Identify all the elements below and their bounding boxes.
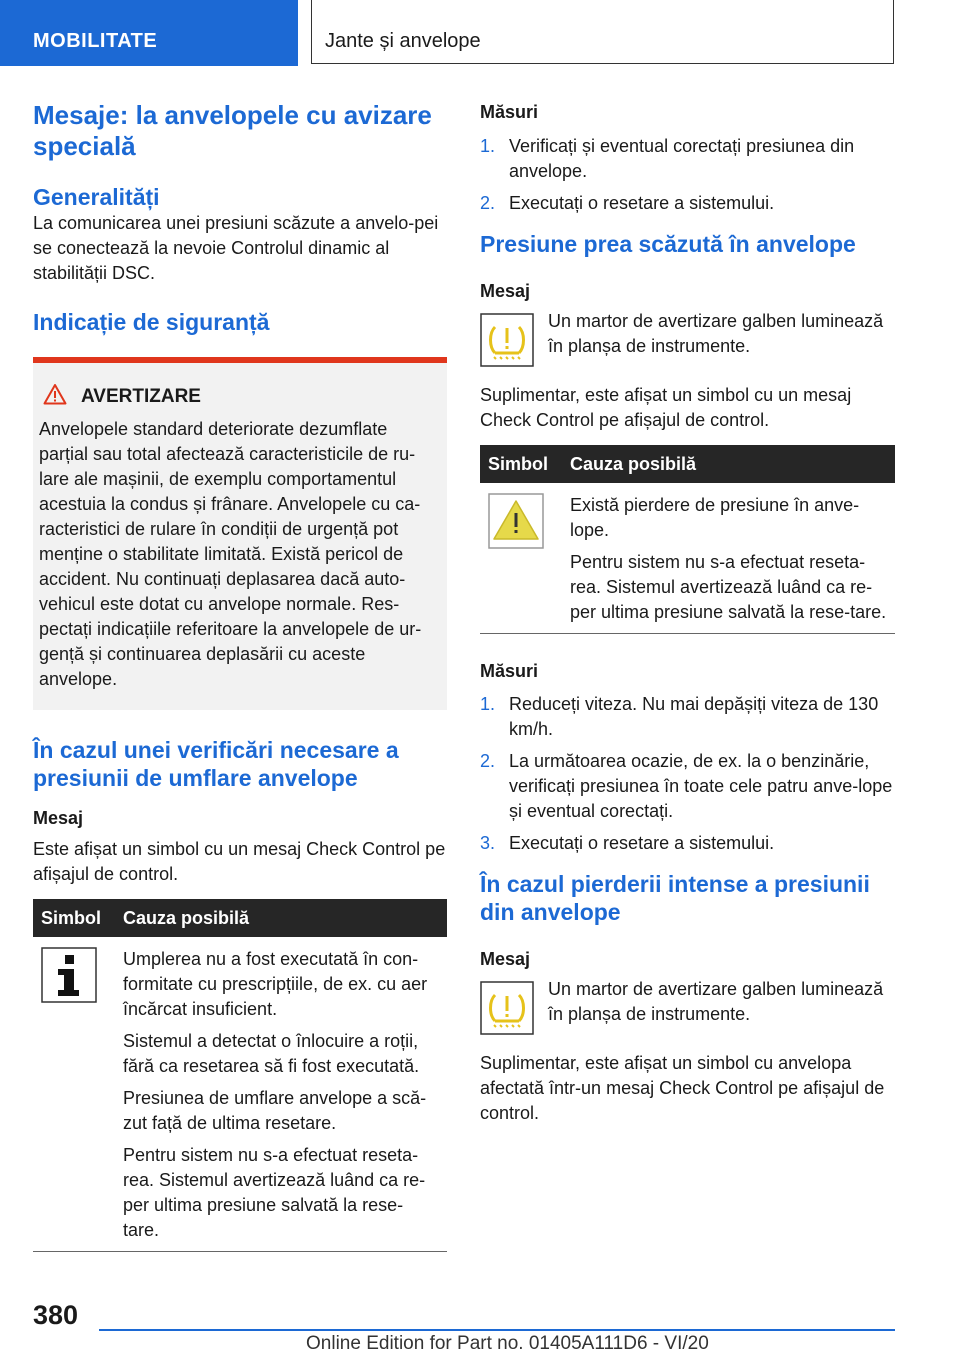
header-section-tab (0, 0, 298, 66)
low-pressure-heading: Presiune prea scăzută în anvelope (480, 231, 856, 257)
symbol-cause-table (33, 899, 447, 1252)
measures-list (480, 134, 895, 216)
cause-text: Presiunea de umflare anvelope a scă-zut față de ultima resetare. (123, 1088, 427, 1133)
table-header-cause: Cauza posibilă (115, 899, 447, 937)
message-label: Mesaj (480, 281, 531, 301)
cause-text: Sistemul a detectat o înlocuire a roții, fără ca resetarea să fi fost executată. (123, 1031, 420, 1076)
page-number: 380 (33, 1300, 79, 1330)
right-column (480, 100, 895, 1126)
supplementary-text: Suplimentar, este afișat un simbol cu un mesaj Check Control pe afișajul de control. (480, 385, 852, 430)
supplementary-text: Suplimentar, este afișat un simbol cu anvelopa afectată într-un mesaj Check Control pe afișajul de control. (480, 1053, 885, 1123)
info-icon (41, 987, 97, 1007)
symbol-cause-table (480, 445, 895, 634)
table-header-symbol: Simbol (33, 899, 115, 937)
warning-triangle-icon (488, 533, 544, 553)
cause-text: Există pierdere de presiune în anve-lope. (570, 495, 860, 540)
table-row (480, 483, 895, 634)
general-text: La comunicarea unei presiuni scăzute a anvelo-pei se conectează la nevoie Controlul dinamic al stabilității DSC. (33, 213, 439, 283)
header-chapter-label: Jante și anvelope (325, 30, 481, 52)
tire-pressure-warning-icon (480, 313, 534, 372)
warning-triangle-icon (43, 383, 67, 411)
edition-note: Online Edition for Part no. 01405A111D6 - VI/20 (306, 1333, 709, 1354)
lamp-message (480, 309, 895, 372)
table-header-symbol: Simbol (480, 445, 562, 483)
general-heading: Generalități (33, 184, 160, 210)
lamp-text: Un martor de avertizare galben luminează în planșa de instrumente. (548, 311, 884, 356)
list-item: 2. La următoarea ocazie, de ex. la o benzinărie, verificați presiunea în toate cele patru anve-lope și eventual corectați. (480, 751, 893, 821)
footer-divider (99, 1329, 895, 1331)
list-item: 1. Reduceți viteza. Nu mai depășiți viteza de 130 km/h. (480, 694, 879, 739)
measures-list (480, 692, 895, 856)
table-header-cause: Cauza posibilă (562, 445, 895, 483)
message-label: Mesaj (480, 949, 531, 969)
table-row (33, 937, 447, 1252)
warning-box (33, 357, 447, 710)
left-column (33, 100, 447, 1252)
cause-text: Pentru sistem nu s-a efectuat reseta-rea. Sistemul avertizează luând ca re-per ultima presiune salvată la rese-tare. (570, 552, 887, 622)
cause-text: Umplerea nu a fost executată în con-formitate cu prescripțiile, de ex. cu aer încărcat insuficient. (123, 949, 428, 1019)
tire-pressure-warning-icon (480, 981, 534, 1040)
warning-text: Anvelopele standard deteriorate dezumflate parțial sau total afectează caracteristicile de ru-lare ale mașinii, de exemplu comportamentul acestuia la condus și frânare. Anvelopele cu ca-racteristici de rulare în condiții de urgență pot menține o stabilitate limitată. Există pericol de accident. Nu continuați deplasarea dacă auto-vehicul este dotat cu anvelope normale. Res-pectați indicațiile referitoare la anvelopele de ur-gență și continuarea deplasării cu aceste anvelope. (39, 419, 422, 689)
lamp-text: Un martor de avertizare galben luminează în planșa de instrumente. (548, 979, 884, 1024)
list-item: 1. Verificați și eventual corectați presiunea din anvelope. (480, 136, 855, 181)
measures-label: Măsuri (480, 661, 539, 681)
safety-heading: Indicație de siguranță (33, 309, 270, 335)
page-title: Mesaje: la anvelopele cu avizare specială (33, 100, 432, 161)
list-item: 2. Executați o resetare a sistemului. (480, 193, 775, 213)
list-item: 3. Executați o resetare a sistemului. (480, 833, 775, 853)
cause-text: Pentru sistem nu s-a efectuat reseta-rea. Sistemul avertizează luând ca re-per ultima presiune salvată la rese-tare. (123, 1145, 426, 1240)
warning-title: AVERTIZARE (81, 386, 201, 407)
lamp-message (480, 977, 895, 1040)
check-pressure-heading: În cazul unei verificări necesare a presiunii de umflare anvelope (33, 737, 399, 791)
header-section-label: MOBILITATE (33, 30, 158, 52)
measures-label: Măsuri (480, 102, 539, 122)
message-text: Este afișat un simbol cu un mesaj Check Control pe afișajul de control. (33, 839, 446, 884)
header-chapter-tab (311, 0, 894, 64)
message-label: Mesaj (33, 808, 84, 828)
intense-loss-heading: În cazul pierderii intense a presiunii din anvelope (480, 871, 870, 925)
